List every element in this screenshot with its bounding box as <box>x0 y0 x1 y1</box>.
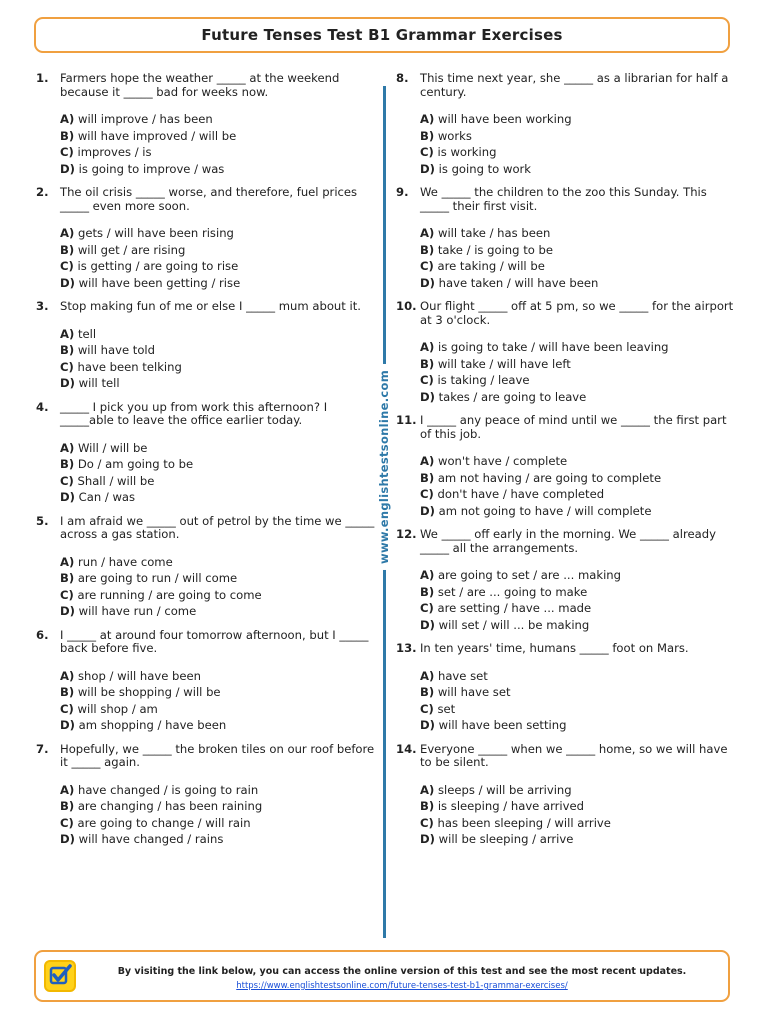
option-text: will get / are rising <box>77 242 186 257</box>
options-list <box>60 111 376 177</box>
answer-option[interactable] <box>420 503 736 520</box>
option-text: will have run / come <box>78 604 197 618</box>
option-text: will be shopping / will be <box>77 685 221 699</box>
option-text: are going to run / will come <box>77 571 238 585</box>
option-letter: A) <box>60 326 75 341</box>
option-letter: D) <box>60 376 75 390</box>
question-stem: I _____ at around four tomorrow afternoon, but I _____ back before five. <box>60 627 369 655</box>
option-letter: A) <box>60 554 75 569</box>
option-text: is going to take / will have been leaving <box>437 340 669 354</box>
answer-option[interactable] <box>60 258 376 275</box>
answer-option[interactable] <box>60 144 376 161</box>
footer-box <box>34 950 730 1002</box>
question-stem: We _____ the children to the zoo this Sunday. This _____ their first visit. <box>420 185 707 213</box>
question-item <box>36 629 376 734</box>
option-letter: D) <box>60 832 75 846</box>
answer-option[interactable] <box>420 111 736 128</box>
option-text: will have told <box>77 343 156 357</box>
option-text: is working <box>437 145 497 159</box>
site-watermark: www.englishtestsonline.com <box>377 364 391 570</box>
question-item <box>396 642 736 734</box>
answer-option[interactable] <box>60 815 376 832</box>
answer-option[interactable] <box>420 486 736 503</box>
option-letter: C) <box>60 587 74 602</box>
option-text: have been telking <box>77 359 182 374</box>
option-letter: D) <box>420 389 435 404</box>
question-item <box>396 186 736 291</box>
question-stem: _____ I pick you up from work this afternoon? I _____able to leave the office earlier today. <box>60 399 328 427</box>
option-text: take / is going to be <box>437 242 554 257</box>
options-list <box>420 339 736 405</box>
option-letter: A) <box>420 340 435 354</box>
option-text: is sleeping / have arrived <box>437 799 585 813</box>
option-letter: D) <box>60 718 75 732</box>
answer-option[interactable] <box>60 342 376 359</box>
question-number: 8. <box>396 71 409 85</box>
option-text: have taken / will have been <box>438 275 599 290</box>
question-number: 10. <box>396 299 417 313</box>
question-number: 5. <box>36 513 49 528</box>
options-list <box>420 453 736 519</box>
option-letter: C) <box>420 601 434 615</box>
option-text: will improve / has been <box>77 112 213 126</box>
question-item <box>396 300 736 405</box>
answer-option[interactable] <box>420 617 736 634</box>
answer-option[interactable] <box>60 375 376 392</box>
option-text: will have been getting / rise <box>78 275 241 290</box>
option-text: will be sleeping / arrive <box>438 832 574 846</box>
option-letter: A) <box>420 454 435 468</box>
options-list <box>420 111 736 177</box>
option-letter: B) <box>420 584 435 599</box>
option-text: run / have come <box>77 554 173 569</box>
option-letter: D) <box>60 161 75 176</box>
option-letter: A) <box>420 668 435 683</box>
answer-option[interactable] <box>420 782 736 799</box>
answer-option[interactable] <box>420 584 736 601</box>
left-column <box>36 72 376 848</box>
question-item <box>396 528 736 633</box>
option-text: works <box>437 128 472 143</box>
question-item <box>36 72 376 177</box>
answer-option[interactable] <box>420 161 736 178</box>
option-letter: A) <box>420 226 435 240</box>
question-item <box>396 414 736 519</box>
question-number: 1. <box>36 71 49 85</box>
options-list <box>420 668 736 734</box>
option-text: Can / was <box>78 490 136 504</box>
answer-option[interactable] <box>60 570 376 587</box>
options-list <box>60 440 376 506</box>
option-letter: B) <box>420 470 435 485</box>
question-number: 12. <box>396 527 417 541</box>
option-text: Will / will be <box>77 440 148 455</box>
page-title: Future Tenses Test B1 Grammar Exercises <box>201 26 563 44</box>
answer-option[interactable] <box>60 128 376 145</box>
question-number: 9. <box>396 185 409 199</box>
answer-option[interactable] <box>60 554 376 571</box>
answer-option[interactable] <box>60 684 376 701</box>
option-letter: A) <box>420 568 435 582</box>
option-letter: C) <box>420 815 434 830</box>
option-text: is going to work <box>438 161 532 176</box>
answer-option[interactable] <box>60 161 376 178</box>
answer-option[interactable] <box>420 372 736 389</box>
option-letter: C) <box>60 815 74 830</box>
option-text: will have improved / will be <box>77 128 237 143</box>
option-letter: B) <box>420 799 435 813</box>
answer-option[interactable] <box>60 782 376 799</box>
answer-option[interactable] <box>60 326 376 343</box>
option-letter: B) <box>60 685 75 699</box>
answer-option[interactable] <box>420 258 736 275</box>
answer-option[interactable] <box>420 717 736 734</box>
answer-option[interactable] <box>420 831 736 848</box>
option-letter: D) <box>420 718 435 732</box>
answer-option[interactable] <box>60 489 376 506</box>
option-text: are running / are going to come <box>77 587 262 602</box>
answer-option[interactable] <box>420 339 736 356</box>
option-text: has been sleeping / will arrive <box>437 815 611 830</box>
option-letter: B) <box>60 128 75 143</box>
option-letter: C) <box>60 701 74 716</box>
option-letter: B) <box>60 242 75 257</box>
footer-link[interactable]: https://www.englishtestsonline.com/future-tenses-test-b1-grammar-exercises/ <box>236 981 568 991</box>
option-letter: D) <box>420 275 435 290</box>
question-stem: I am afraid we _____ out of petrol by the time we _____ across a gas station. <box>60 513 375 541</box>
option-text: will have set <box>437 685 511 699</box>
question-number: 3. <box>36 299 49 313</box>
options-list <box>420 225 736 291</box>
option-letter: B) <box>60 343 75 357</box>
question-stem: Everyone _____ when we _____ home, so we will have to be silent. <box>420 741 728 769</box>
option-letter: A) <box>60 668 75 683</box>
question-stem: I _____ any peace of mind until we _____ the first part of this job. <box>420 413 727 441</box>
option-letter: D) <box>420 617 435 632</box>
option-text: will set / will ... be making <box>438 617 590 632</box>
question-number: 11. <box>396 413 417 427</box>
option-text: are going to change / will rain <box>77 815 251 830</box>
question-item <box>36 300 376 392</box>
option-text: am not going to have / will complete <box>438 503 652 518</box>
option-text: have changed / is going to rain <box>77 782 259 797</box>
option-letter: C) <box>420 701 434 716</box>
answer-option[interactable] <box>420 567 736 584</box>
answer-option[interactable] <box>420 389 736 406</box>
option-letter: B) <box>420 242 435 257</box>
question-number: 4. <box>36 399 49 414</box>
answer-option[interactable] <box>60 473 376 490</box>
question-number: 7. <box>36 741 49 756</box>
option-text: set / are ... going to make <box>437 584 588 599</box>
options-list <box>420 567 736 633</box>
option-text: set <box>437 701 456 716</box>
option-text: will have changed / rains <box>78 832 224 846</box>
option-letter: B) <box>60 571 75 585</box>
option-letter: D) <box>60 604 75 618</box>
option-text: will shop / am <box>77 701 158 716</box>
answer-option[interactable] <box>60 831 376 848</box>
answer-option[interactable] <box>60 111 376 128</box>
answer-option[interactable] <box>60 798 376 815</box>
option-text: am not having / are going to complete <box>437 470 662 485</box>
answer-option[interactable] <box>420 470 736 487</box>
question-item <box>36 743 376 848</box>
answer-option[interactable] <box>420 600 736 617</box>
title-box <box>34 17 730 53</box>
question-item <box>396 743 736 848</box>
options-list <box>60 225 376 291</box>
answer-option[interactable] <box>420 356 736 373</box>
option-text: have set <box>437 668 488 683</box>
option-text: am shopping / have been <box>78 718 227 732</box>
answer-option[interactable] <box>60 275 376 292</box>
option-letter: C) <box>60 359 74 374</box>
option-text: will have been working <box>437 112 572 126</box>
answer-option[interactable] <box>60 668 376 685</box>
checkbox-check-icon <box>44 960 76 992</box>
option-letter: D) <box>420 161 435 176</box>
option-text: improves / is <box>77 145 152 159</box>
options-list <box>420 782 736 848</box>
answer-option[interactable] <box>60 359 376 376</box>
question-item <box>36 401 376 506</box>
question-stem: Hopefully, we _____ the broken tiles on our roof before it _____ again. <box>60 741 375 769</box>
answer-option[interactable] <box>420 225 736 242</box>
option-letter: B) <box>420 685 435 699</box>
option-letter: D) <box>60 275 75 290</box>
option-letter: A) <box>420 782 435 797</box>
option-text: is going to improve / was <box>78 161 225 176</box>
option-text: won't have / complete <box>437 454 568 468</box>
option-text: tell <box>77 326 97 341</box>
right-column <box>396 72 736 848</box>
answer-option[interactable] <box>420 701 736 718</box>
option-letter: A) <box>60 226 75 240</box>
option-letter: A) <box>60 782 75 797</box>
options-list <box>60 554 376 620</box>
answer-option[interactable] <box>60 440 376 457</box>
options-list <box>60 782 376 848</box>
question-number: 14. <box>396 741 417 756</box>
option-text: are changing / has been raining <box>77 799 263 813</box>
answer-option[interactable] <box>420 453 736 470</box>
question-item <box>396 72 736 177</box>
option-text: don't have / have completed <box>437 487 605 501</box>
option-letter: D) <box>420 503 435 518</box>
answer-option[interactable] <box>420 815 736 832</box>
option-letter: C) <box>60 259 74 273</box>
answer-option[interactable] <box>60 242 376 259</box>
answer-option[interactable] <box>60 701 376 718</box>
option-text: is getting / are going to rise <box>77 259 239 273</box>
option-letter: C) <box>60 473 74 488</box>
option-text: shop / will have been <box>77 668 202 683</box>
question-number: 6. <box>36 627 49 642</box>
answer-option[interactable] <box>420 798 736 815</box>
question-stem: Stop making fun of me or else I _____ mum about it. <box>60 299 361 313</box>
answer-option[interactable] <box>420 242 736 259</box>
question-stem: Farmers hope the weather _____ at the weekend because it _____ bad for weeks now. <box>60 71 340 99</box>
option-letter: B) <box>420 128 435 143</box>
question-number: 2. <box>36 185 49 199</box>
question-stem: In ten years' time, humans _____ foot on Mars. <box>420 641 689 655</box>
answer-option[interactable] <box>420 128 736 145</box>
option-letter: C) <box>420 373 434 387</box>
question-item <box>36 186 376 291</box>
question-stem: We _____ off early in the morning. We _____ already _____ all the arrangements. <box>420 527 716 555</box>
option-letter: B) <box>60 457 75 471</box>
question-item <box>36 515 376 620</box>
option-letter: C) <box>60 145 74 159</box>
option-letter: B) <box>60 799 75 813</box>
option-letter: D) <box>420 832 435 846</box>
answer-option[interactable] <box>60 717 376 734</box>
option-text: will take / will have left <box>437 356 571 371</box>
option-text: takes / are going to leave <box>438 389 587 404</box>
answer-option[interactable] <box>60 603 376 620</box>
option-letter: C) <box>420 145 434 159</box>
footer-text: By visiting the link below, you can access the online version of this test and see the most recent updates. <box>117 966 687 977</box>
option-text: gets / will have been rising <box>77 226 234 240</box>
option-letter: C) <box>420 259 434 273</box>
option-letter: B) <box>420 356 435 371</box>
option-text: are going to set / are ... making <box>437 568 622 582</box>
option-letter: A) <box>420 112 435 126</box>
answer-option[interactable] <box>420 668 736 685</box>
question-stem: The oil crisis _____ worse, and therefore, fuel prices _____ even more soon. <box>60 185 358 213</box>
question-stem: This time next year, she _____ as a librarian for half a century. <box>420 71 729 99</box>
option-letter: A) <box>60 440 75 455</box>
option-letter: A) <box>60 112 75 126</box>
answer-option[interactable] <box>420 684 736 701</box>
option-text: are setting / have ... made <box>437 601 592 615</box>
option-text: Shall / will be <box>77 473 155 488</box>
answer-option[interactable] <box>60 587 376 604</box>
options-list <box>60 326 376 392</box>
option-text: will take / has been <box>437 226 551 240</box>
option-letter: D) <box>60 490 75 504</box>
question-number: 13. <box>396 641 417 655</box>
option-text: sleeps / will be arriving <box>437 782 572 797</box>
options-list <box>60 668 376 734</box>
option-text: Do / am going to be <box>77 457 194 471</box>
option-letter: C) <box>420 487 434 501</box>
answer-option[interactable] <box>420 275 736 292</box>
question-stem: Our flight _____ off at 5 pm, so we _____ for the airport at 3 o'clock. <box>420 299 734 327</box>
option-text: is taking / leave <box>437 373 530 387</box>
answer-option[interactable] <box>60 456 376 473</box>
option-text: will tell <box>78 376 120 390</box>
option-text: are taking / will be <box>437 259 545 273</box>
answer-option[interactable] <box>60 225 376 242</box>
answer-option[interactable] <box>420 144 736 161</box>
option-text: will have been setting <box>438 718 567 732</box>
